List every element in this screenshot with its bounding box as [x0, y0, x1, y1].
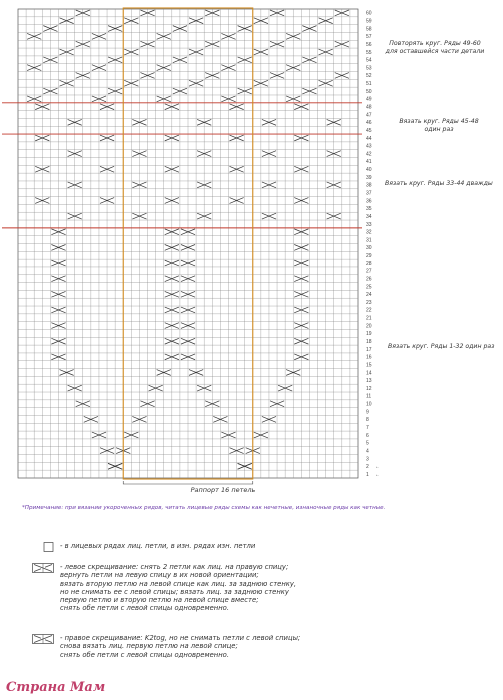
legend-line: первую петлю и вторую петлю на левой спице вместе;: [60, 596, 259, 605]
row-number: 12: [366, 385, 372, 392]
row-number: 53: [366, 65, 372, 72]
row-number: 11: [366, 393, 372, 400]
row-number: 54: [366, 57, 372, 64]
chart-grid: [18, 9, 358, 478]
annotation-line: Вязать круг. Ряды 33-44 дважды: [385, 180, 493, 187]
annotation-line: Вязать круг. Ряды 45-48: [399, 118, 479, 125]
row-number: 35: [366, 206, 372, 213]
row-number: 41: [366, 159, 372, 166]
row-number: 15: [366, 362, 372, 369]
legend-line: - левое скрещивание: снять 2 петли как лиц. на правую спицу;: [60, 563, 289, 571]
row-number: 22: [366, 307, 372, 314]
row-number: 40: [366, 167, 372, 174]
legend-line: снова вязать лиц. первую петлю на левой спице;: [60, 642, 238, 651]
row-number: 46: [366, 120, 372, 127]
row-numbers: [366, 11, 380, 478]
row-number: 58: [366, 26, 372, 33]
row-number: 9: [366, 409, 369, 416]
annotation-rows-1-32: [388, 343, 502, 351]
annotation-line: один раз: [424, 126, 454, 133]
row-number: 32: [366, 229, 372, 236]
row-number: 3: [366, 456, 369, 463]
row-number: 39: [366, 174, 372, 181]
row-number: 10: [366, 401, 372, 408]
row-number: 48: [366, 104, 372, 111]
row-number: 49: [366, 96, 372, 103]
row-number: 37: [366, 190, 372, 197]
legend-line: снять обе петли с левой спицы одновременно.: [60, 604, 229, 613]
left-cross-icon: [32, 563, 54, 573]
row-number: 36: [366, 198, 372, 205]
legend-line: - в лицевых рядах лиц. петли, в изн. рядах изн. петли: [60, 542, 256, 550]
row-number: 16: [366, 354, 372, 361]
repeat-label: Раппорт 16 петель: [190, 486, 256, 494]
row-number: 47: [366, 112, 372, 119]
row-number: 21: [366, 315, 372, 322]
row-number: 51: [366, 81, 372, 88]
row-number: 26: [366, 276, 372, 283]
row-number: 60: [366, 10, 372, 17]
row-number: 5: [366, 440, 369, 447]
row-number: 44: [366, 135, 372, 142]
note: *Примечание: при вязании укороченных рядов, читать лицевые ряды схемы как нечетные, изнаночные ряды как четные.: [22, 505, 386, 511]
row-number: 31: [366, 237, 372, 244]
row-number: 8: [366, 417, 369, 424]
row-direction-label: ←: [375, 471, 380, 478]
legend-line: - правое скрещивание: K2tog, но не снимать петли с левой спицы;: [60, 634, 301, 642]
row-number: 13: [366, 378, 372, 385]
row-number: 4: [366, 448, 369, 455]
row-number: 27: [366, 268, 372, 275]
row-direction-label: ←: [375, 464, 380, 471]
row-number: 45: [366, 127, 372, 134]
row-number: 42: [366, 151, 372, 158]
annotation-rows-45-48: [394, 118, 484, 134]
row-number: 7: [366, 424, 369, 431]
row-number: 33: [366, 221, 372, 228]
watermark: Страна Мам: [6, 680, 106, 695]
legend-line: но не снимать ее с левой спицы; вязать лиц. за заднюю стенку: [60, 587, 289, 596]
legend-line: вернуть петли на левую спицу в их новой ориентации;: [60, 571, 259, 580]
row-number: 52: [366, 73, 372, 80]
repeat-bracket: [123, 481, 253, 484]
row-number: 57: [366, 34, 372, 41]
row-number: 18: [366, 339, 372, 346]
row-number: 50: [366, 88, 372, 95]
row-number: 1: [366, 471, 369, 478]
annotation-rows-33-44: [385, 180, 503, 188]
annotation-line: Повторять круг. Ряды 49-60: [389, 40, 481, 47]
row-number: 6: [366, 432, 369, 439]
row-number: 55: [366, 49, 372, 56]
row-number: 25: [366, 284, 372, 291]
right-cross-icon: [32, 634, 54, 644]
annotation-line: для оставшейся части детали: [385, 48, 485, 55]
row-number: 30: [366, 245, 372, 252]
row-number: 59: [366, 18, 372, 25]
row-number: 29: [366, 253, 372, 260]
legend-line: вязать вторую петлю на левой спице как лиц. за заднюю стенку,: [60, 579, 297, 588]
row-number: 43: [366, 143, 372, 150]
row-number: 23: [366, 299, 372, 306]
row-number: 14: [366, 370, 372, 377]
row-number: 34: [366, 213, 372, 220]
row-number: 20: [366, 323, 372, 330]
annotation-line: Вязать круг. Ряды 1-32 один раз: [388, 343, 495, 350]
row-number: 28: [366, 260, 372, 267]
row-number: 24: [366, 292, 372, 299]
row-number: 56: [366, 41, 372, 48]
row-number: 17: [366, 346, 372, 353]
annotation-rows-49-60: [371, 40, 499, 56]
row-number: 38: [366, 182, 372, 189]
empty-square-icon: [32, 542, 54, 552]
row-number: 19: [366, 331, 372, 338]
legend-line: снять обе петли с левой спицы одновременно.: [60, 650, 229, 659]
row-number: 2: [366, 464, 369, 471]
